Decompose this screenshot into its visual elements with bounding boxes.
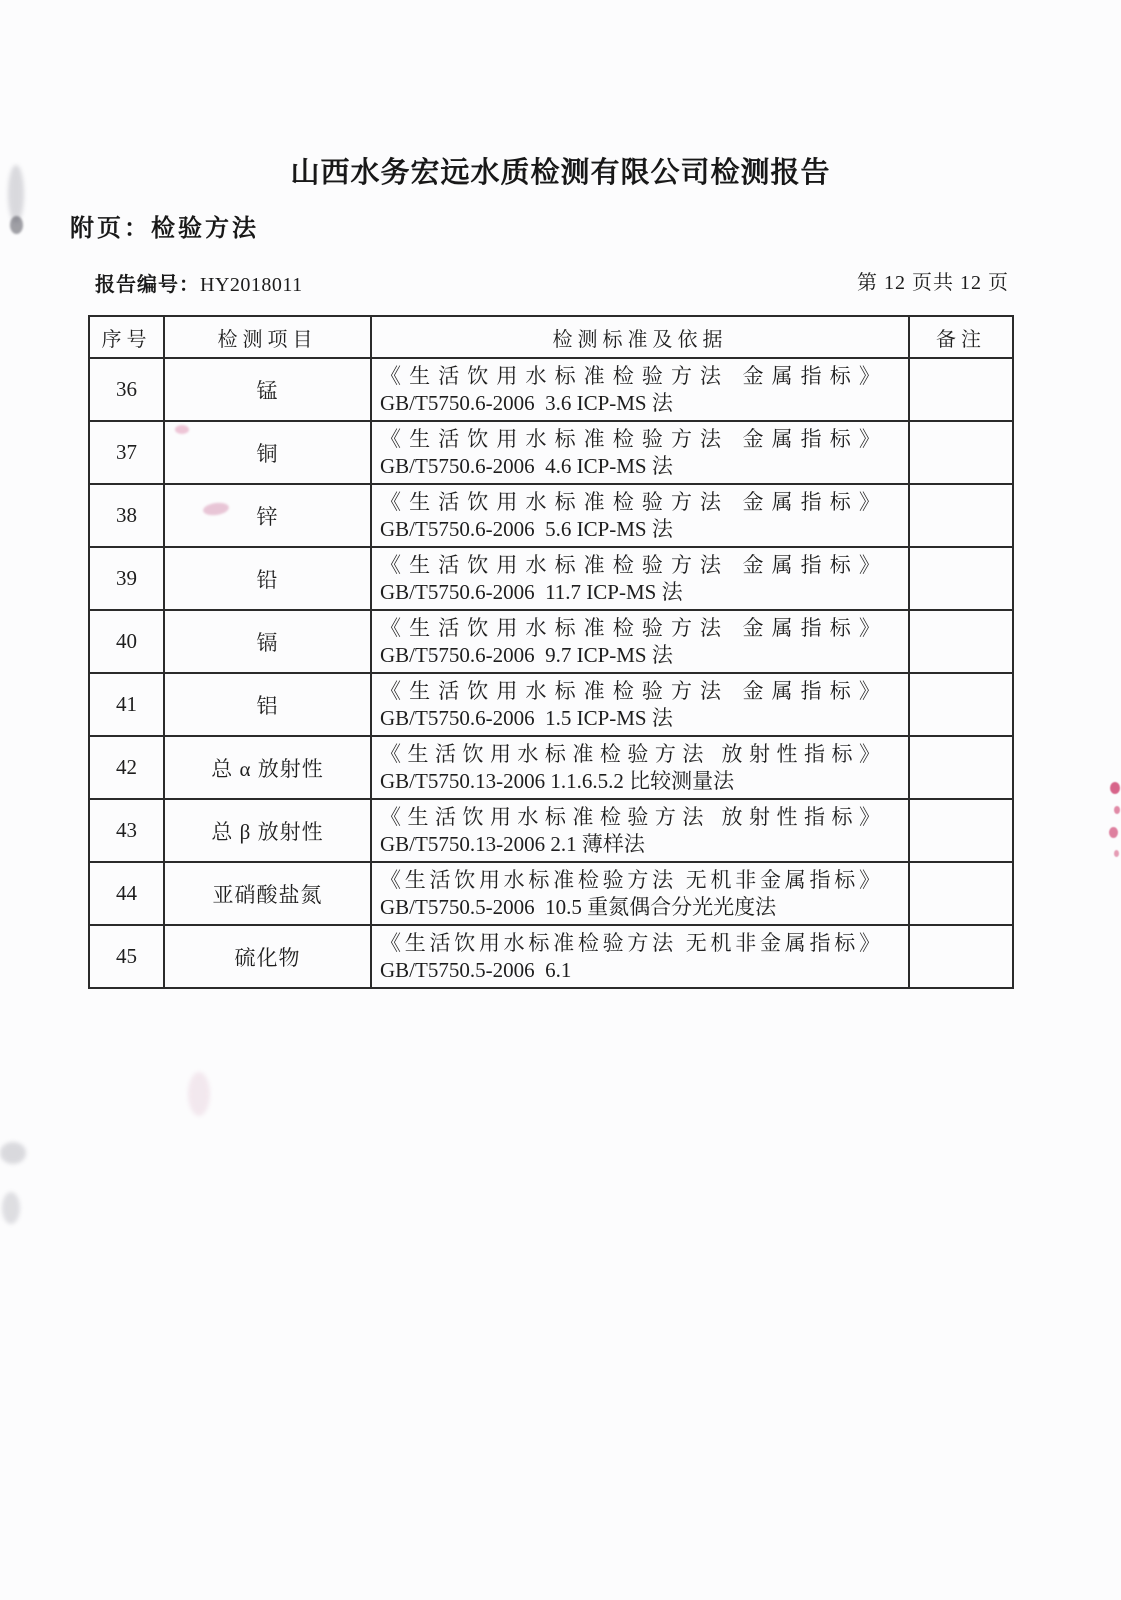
cell-test-standard bbox=[371, 484, 909, 547]
standard-line2: GB/T5750.6-2006 3.6 ICP-MS 法 bbox=[380, 391, 673, 415]
cell-remark bbox=[909, 862, 1013, 925]
report-number bbox=[95, 268, 303, 297]
table-row bbox=[89, 610, 1013, 673]
cell-remark bbox=[909, 547, 1013, 610]
table-header-row bbox=[89, 316, 1013, 358]
cell-remark bbox=[909, 736, 1013, 799]
cell-serial-number: 42 bbox=[89, 736, 164, 799]
cell-test-standard bbox=[371, 799, 909, 862]
scan-artifact bbox=[1114, 806, 1120, 814]
cell-test-standard bbox=[371, 736, 909, 799]
table-row bbox=[89, 484, 1013, 547]
standard-line1: 《 生 活 饮 用 水 标 准 检 验 方 法 金 属 指 标 》 bbox=[380, 679, 880, 703]
test-methods-table bbox=[88, 315, 1014, 989]
cell-test-item: 亚硝酸盐氮 bbox=[164, 862, 371, 925]
standard-line1: 《 生 活 饮 用 水 标 准 检 验 方 法 放 射 性 指 标 》 bbox=[380, 742, 880, 766]
cell-test-item: 总 α 放射性 bbox=[164, 736, 371, 799]
report-number-value: HY2018011 bbox=[200, 274, 303, 296]
standard-line1: 《 生 活 饮 用 水 标 准 检 验 方 法 金 属 指 标 》 bbox=[380, 490, 880, 514]
cell-test-standard bbox=[371, 547, 909, 610]
scan-artifact bbox=[1114, 850, 1119, 857]
scan-artifact bbox=[188, 1072, 210, 1116]
cell-serial-number: 36 bbox=[89, 358, 164, 421]
standard-line1: 《 生 活 饮 用 水 标 准 检 验 方 法 金 属 指 标 》 bbox=[380, 616, 880, 640]
cell-test-standard bbox=[371, 673, 909, 736]
cell-serial-number: 39 bbox=[89, 547, 164, 610]
cell-remark bbox=[909, 799, 1013, 862]
document-title: 山西水务宏远水质检测有限公司检测报告 bbox=[290, 157, 831, 189]
standard-line1: 《 生 活 饮 用 水 标 准 检 验 方 法 金 属 指 标 》 bbox=[380, 427, 880, 451]
standard-line2: GB/T5750.6-2006 11.7 ICP-MS 法 bbox=[380, 580, 683, 604]
cell-serial-number: 38 bbox=[89, 484, 164, 547]
standard-line1: 《 生 活 饮 用 水 标 准 检 验 方 法 无 机 非 金 属 指 标 》 bbox=[380, 868, 880, 892]
cell-remark bbox=[909, 358, 1013, 421]
table-row bbox=[89, 799, 1013, 862]
cell-test-item: 锌 bbox=[164, 484, 371, 547]
cell-test-item: 镉 bbox=[164, 610, 371, 673]
cell-test-item: 铝 bbox=[164, 673, 371, 736]
table-row bbox=[89, 862, 1013, 925]
cell-test-item: 硫化物 bbox=[164, 925, 371, 988]
cell-remark bbox=[909, 925, 1013, 988]
cell-remark bbox=[909, 673, 1013, 736]
page-number-info: 第 12 页共 12 页 bbox=[857, 272, 1009, 294]
scan-artifact bbox=[2, 1192, 20, 1224]
standard-line2: GB/T5750.6-2006 9.7 ICP-MS 法 bbox=[380, 643, 673, 667]
standard-line2: GB/T5750.5-2006 10.5 重氮偶合分光光度法 bbox=[380, 895, 777, 919]
header-serial-number: 序号 bbox=[89, 316, 164, 358]
standard-line2: GB/T5750.6-2006 5.6 ICP-MS 法 bbox=[380, 517, 673, 541]
table-row bbox=[89, 925, 1013, 988]
cell-test-standard bbox=[371, 610, 909, 673]
standard-line1: 《 生 活 饮 用 水 标 准 检 验 方 法 金 属 指 标 》 bbox=[380, 364, 880, 388]
report-number-label: 报告编号： bbox=[95, 274, 200, 296]
standard-line2: GB/T5750.13-2006 2.1 薄样法 bbox=[380, 832, 645, 856]
cell-remark bbox=[909, 484, 1013, 547]
cell-test-item: 铅 bbox=[164, 547, 371, 610]
standard-line1: 《 生 活 饮 用 水 标 准 检 验 方 法 金 属 指 标 》 bbox=[380, 553, 880, 577]
standard-line1: 《 生 活 饮 用 水 标 准 检 验 方 法 放 射 性 指 标 》 bbox=[380, 805, 880, 829]
table-row bbox=[89, 673, 1013, 736]
cell-test-standard bbox=[371, 421, 909, 484]
header-remarks: 备注 bbox=[909, 316, 1013, 358]
cell-serial-number: 44 bbox=[89, 862, 164, 925]
scan-artifact bbox=[1109, 827, 1118, 838]
cell-test-standard bbox=[371, 862, 909, 925]
cell-test-item: 铜 bbox=[164, 421, 371, 484]
cell-remark bbox=[909, 421, 1013, 484]
cell-test-standard bbox=[371, 925, 909, 988]
table-row bbox=[89, 421, 1013, 484]
standard-line2: GB/T5750.13-2006 1.1.6.5.2 比较测量法 bbox=[380, 769, 735, 793]
table-body bbox=[89, 358, 1013, 988]
appendix-subtitle: 附页：检验方法 bbox=[70, 215, 259, 242]
standard-line1: 《 生 活 饮 用 水 标 准 检 验 方 法 无 机 非 金 属 指 标 》 bbox=[380, 931, 880, 955]
header-test-standard: 检测标准及依据 bbox=[371, 316, 909, 358]
cell-test-standard bbox=[371, 358, 909, 421]
cell-serial-number: 40 bbox=[89, 610, 164, 673]
scan-artifact bbox=[1110, 782, 1120, 794]
cell-serial-number: 45 bbox=[89, 925, 164, 988]
scan-artifact bbox=[10, 216, 23, 234]
table-row bbox=[89, 736, 1013, 799]
cell-remark bbox=[909, 610, 1013, 673]
table-row bbox=[89, 358, 1013, 421]
standard-line2: GB/T5750.6-2006 4.6 ICP-MS 法 bbox=[380, 454, 673, 478]
header-test-item: 检测项目 bbox=[164, 316, 371, 358]
table-row bbox=[89, 547, 1013, 610]
cell-serial-number: 41 bbox=[89, 673, 164, 736]
cell-test-item: 总 β 放射性 bbox=[164, 799, 371, 862]
cell-serial-number: 37 bbox=[89, 421, 164, 484]
cell-serial-number: 43 bbox=[89, 799, 164, 862]
standard-line2: GB/T5750.6-2006 1.5 ICP-MS 法 bbox=[380, 706, 673, 730]
cell-test-item: 锰 bbox=[164, 358, 371, 421]
standard-line2: GB/T5750.5-2006 6.1 bbox=[380, 958, 572, 982]
scan-artifact bbox=[0, 1142, 26, 1164]
